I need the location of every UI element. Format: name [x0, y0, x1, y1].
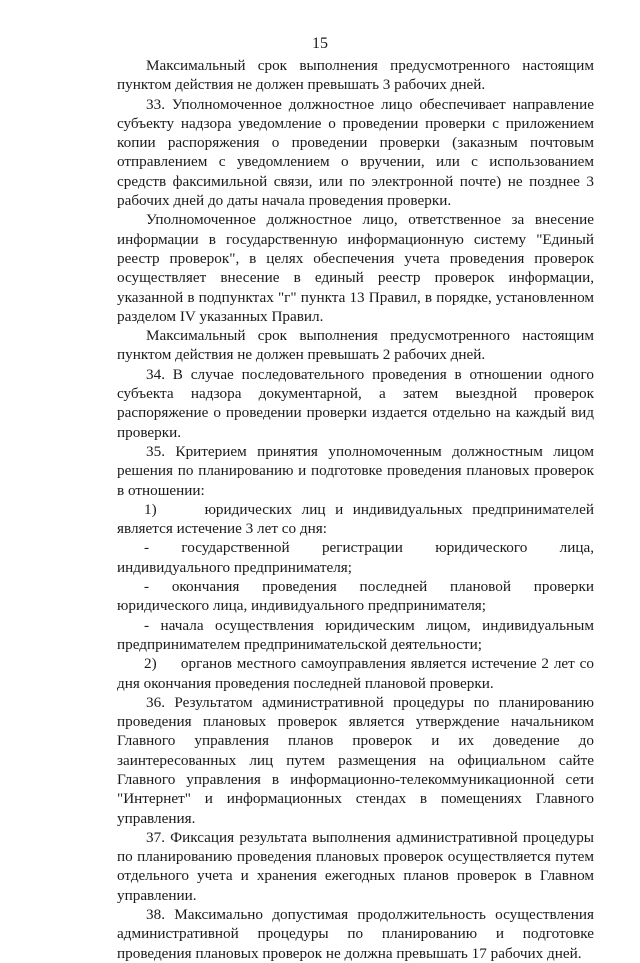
paragraph: 35. Критерием принятия уполномоченным должностным лицом решения по планированию и подготовке проведения плановых проверок в отношении: [117, 442, 594, 499]
paragraph: 36. Результатом административной процедуры по планированию проведения плановых проверок является утверждение начальником Главного управления планов проверок и их доведение до заинтересованных лиц путем размещения на официальном сайте Главного управления в информационно-телекоммуникационной сети "Интернет" и информационных стендах в помещениях Главного управления. [117, 693, 594, 827]
paragraph: 37. Фиксация результата выполнения административной процедуры по планированию проведения плановых проверок осуществляется путем отдельного учета и хранения ежегодных планов проверок в Главном управлении. [117, 828, 594, 904]
list-item: - государственной регистрации юридического лица, индивидуального предпринимателя; [117, 539, 594, 576]
list-item: - начала осуществления юридическим лицом, индивидуальным предпринимателем предпринимательской деятельности; [117, 616, 594, 653]
paragraph: 34. В случае последовательного проведения в отношении одного субъекта надзора документарной, а затем выездной проверок распоряжение о проведении проверки издается отдельно на каждый вид проверки. [117, 365, 594, 441]
document-body [117, 56, 598, 963]
paragraph: Максимальный срок выполнения предусмотренного настоящим пунктом действия не должен превышать 3 рабочих дней. [117, 57, 594, 94]
list-item: 2) органов местного самоуправления является истечение 2 лет со дня окончания проведения последней плановой проверки. [117, 655, 598, 692]
list-item: 1) юридических лиц и индивидуальных предпринимателей является истечение 3 лет со дня: [117, 500, 598, 538]
paragraph: 38. Максимально допустимая продолжительность осуществления административной процедуры по планированию и подготовке проведения плановых проверок не должна превышать 17 рабочих дней. [117, 906, 594, 962]
paragraph: Уполномоченное должностное лицо, ответственное за внесение информации в государственную информационную систему "Единый реестр проверок", в целях обеспечения учета проведения проверок осуществляет внесение в единый реестр проверок информации, указанной в подпунктах "г" пункта 13 Правил, в порядке, установленном разделом IV указанных Правил. [117, 211, 594, 325]
page-number: 15 [312, 35, 328, 52]
paragraph: 33. Уполномоченное должностное лицо обеспечивает направление субъекту надзора уведомление о проведении проверки с приложением копии распоряжения о проведении проверки (заказным почтовым отправлением с уведомлением о вручении, или с использованием средств факсимильной связи, или по электронной почте) не позднее 3 рабочих дней до даты начала проведения проверки. [117, 95, 594, 210]
list-item: - окончания проведения последней плановой проверки юридического лица, индивидуального предпринимателя; [117, 578, 594, 615]
paragraph: Максимальный срок выполнения предусмотренного настоящим пунктом действия не должен превышать 2 рабочих дней. [117, 327, 594, 364]
